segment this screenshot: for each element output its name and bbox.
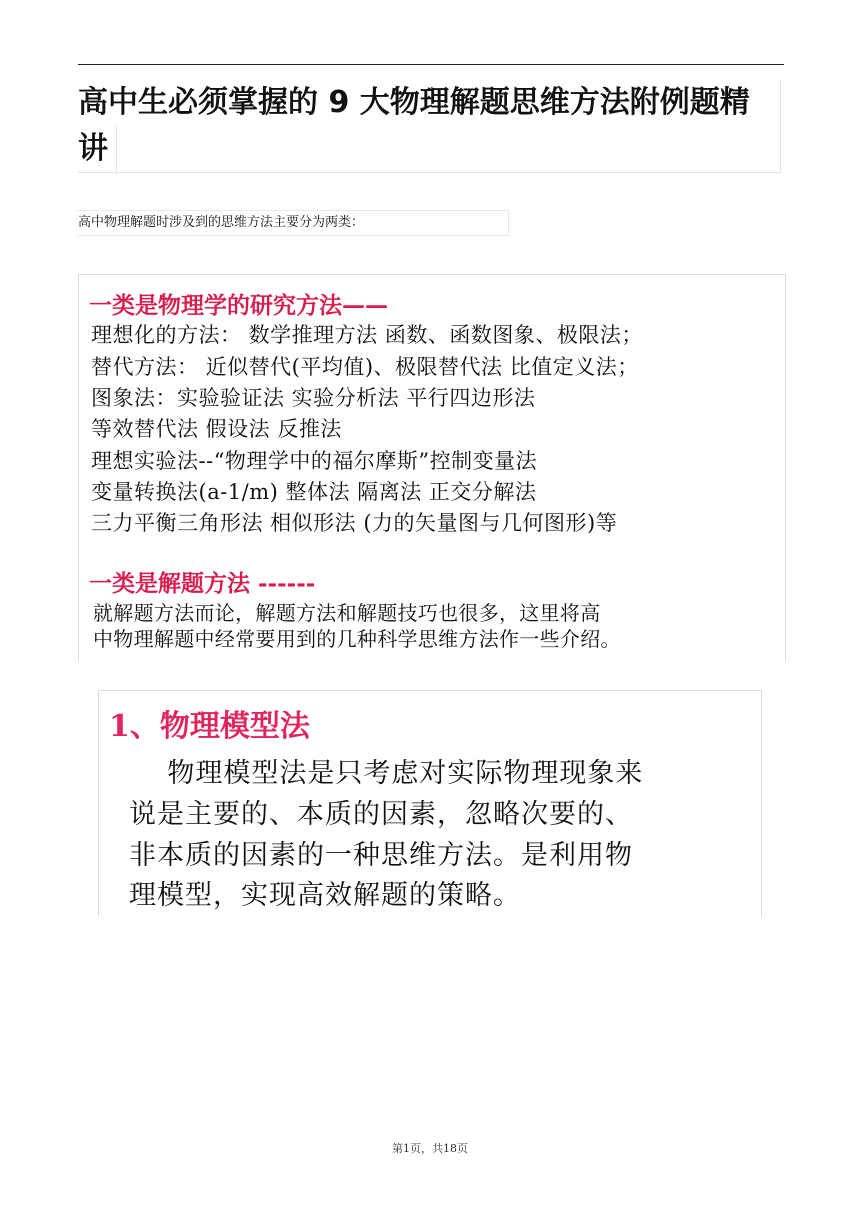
research-method-line: 等效替代法 假设法 反推法 — [91, 417, 342, 441]
solving-methods-heading: 一类是解题方法 ------ — [89, 570, 316, 597]
solving-methods-line: 就解题方法而论，解题方法和解题技巧也很多，这里将高 — [93, 601, 601, 625]
method1-line: 非本质的因素的一种思维方法。是利用物 — [129, 840, 633, 871]
research-method-line: 图象法：实验验证法 实验分析法 平行四边形法 — [91, 386, 536, 410]
intro-text: 高中物理解题时涉及到的思维方法主要分为两类： — [78, 210, 509, 236]
title-line-1: 高中生必须掌握的 9 大物理解题思维方法附例题精 — [78, 85, 750, 120]
method1-image — [98, 690, 762, 917]
research-method-line: 替代方法： 近似替代(平均值)、极限替代法 比值定义法； — [91, 355, 639, 379]
method1-line: 物理模型法是只考虑对实际物理现象来 — [129, 758, 644, 789]
document-title — [78, 80, 781, 173]
page-footer: 第1页，共18页 — [392, 1142, 468, 1155]
research-method-line: 三力平衡三角形法 相似形法 (力的矢量图与几何图形)等 — [91, 511, 618, 535]
method1-line: 说是主要的、本质的因素，忽略次要的、 — [129, 799, 633, 830]
title-line-2: 讲 — [78, 126, 117, 172]
research-methods-heading: 一类是物理学的研究方法—— — [89, 292, 388, 319]
research-method-line: 理想实验法--“物理学中的福尔摩斯”控制变量法 — [91, 449, 538, 473]
solving-methods-line: 中物理解题中经常要用到的几种科学思维方法作一些介绍。 — [93, 627, 621, 651]
method1-heading: 1、物理模型法 — [109, 709, 310, 744]
research-method-line: 变量转换法(a-1/m) 整体法 隔离法 正交分解法 — [91, 480, 537, 504]
header-rule — [78, 64, 784, 65]
methods-overview-image — [78, 274, 786, 661]
method1-line: 理模型，实现高效解题的策略。 — [129, 880, 521, 911]
research-method-line: 理想化的方法： 数学推理方法 函数、函数图象、极限法； — [91, 323, 643, 347]
